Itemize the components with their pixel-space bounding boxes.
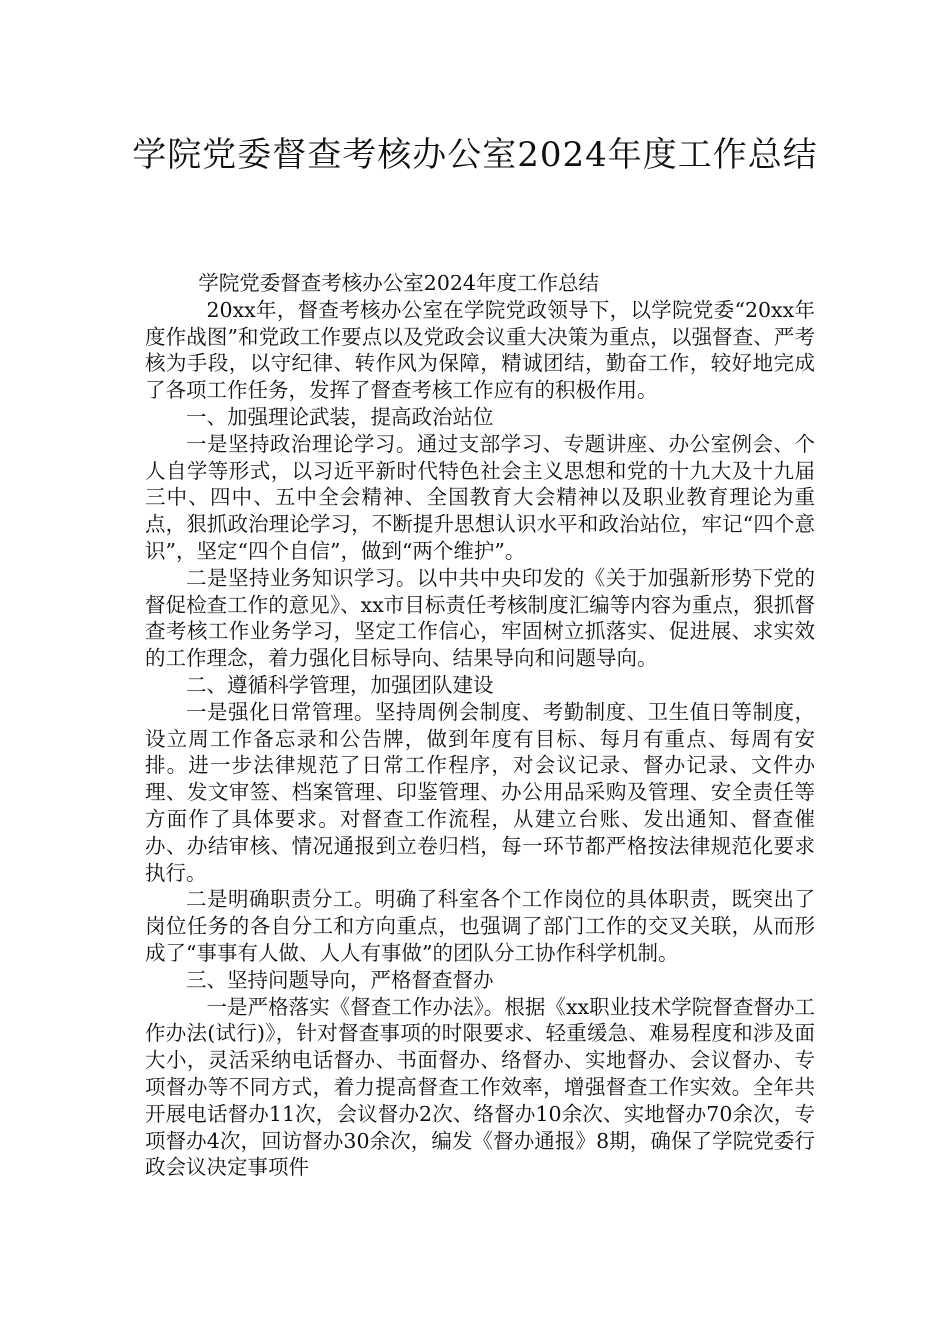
paragraph: 一是严格落实《督查工作办法》。根据《xx职业技术学院督查督办工作办法(试行)》，针对督查事项的时限要求、轻重缓急、难易程度和涉及面大小，灵活采纳电话督办、书面督办、络督办、实地督办、会议督办、专项督办等不同方式，着力提高督查工作效率，增强督查工作实效。全年共开展电话督办11次，会议督办2次、络督办10余次、实地督办70余次，专项督办4次，回访督办30余次，编发《督办通报》8期，确保了学院党委行政会议决定事项件 — [145, 994, 815, 1180]
section-heading-2: 二、遵循科学管理，加强团队建设 — [186, 672, 494, 697]
paragraph: 一是强化日常管理。坚持周例会制度、考勤制度、卫生值日等制度，设立周工作备忘录和公告牌，做到年度有目标、每月有重点、每周有安排。进一步法律规范了日常工作程序，对会议记录、督办记录、文件办理、发文审签、档案管理、印鉴管理、办公用品采购及管理、安全责任等方面作了具体要求。对督查工作流程，从建立台账、发出通知、督查催办、办结审核、情况通报到立卷归档，每一环节都严格按法律规范化要求执行。 — [145, 699, 815, 885]
document-title: 学院党委督查考核办公室2024年度工作总结 — [132, 135, 818, 175]
paragraph: 二是明确职责分工。明确了科室各个工作岗位的具体职责，既突出了岗位任务的各自分工和方向重点，也强调了部门工作的交叉关联，从而形成了“事事有人做、人人有事做”的团队分工协作科学机制。 — [145, 887, 815, 965]
section-heading-3: 三、坚持问题导向，严格督查督办 — [186, 967, 494, 992]
paragraph: 一是坚持政治理论学习。通过支部学习、专题讲座、办公室例会、个人自学等形式，以习近平新时代特色社会主义思想和党的十九大及十九届三中、四中、五中全会精神、全国教育大会精神以及职业教育理论为重点，狠抓政治理论学习，不断提升思想认识水平和政治站位，牢记“四个意识”，坚定“四个自信”，做到“两个维护”。 — [145, 431, 815, 563]
paragraph-intro: 20xx年，督查考核办公室在学院党政领导下，以学院党委“20xx年度作战图”和党政工作要点以及党政会议重大决策为重点，以强督查、严考核为手段，以守纪律、转作风为保障，精诚团结，勤奋工作，较好地完成了各项工作任务，发挥了督查考核工作应有的积极作用。 — [145, 297, 815, 403]
document-body — [145, 270, 815, 1181]
document-subtitle: 学院党委督查考核办公室2024年度工作总结 — [198, 271, 599, 295]
section-heading-1: 一、加强理论武装，提高政治站位 — [186, 404, 494, 429]
paragraph: 二是坚持业务知识学习。以中共中央印发的《关于加强新形势下党的督促检查工作的意见》、xx市目标责任考核制度汇编等内容为重点，狠抓督查考核工作业务学习，坚定工作信心，牢固树立抓落实、促进展、求实效的工作理念，着力强化目标导向、结果导向和问题导向。 — [145, 565, 815, 671]
